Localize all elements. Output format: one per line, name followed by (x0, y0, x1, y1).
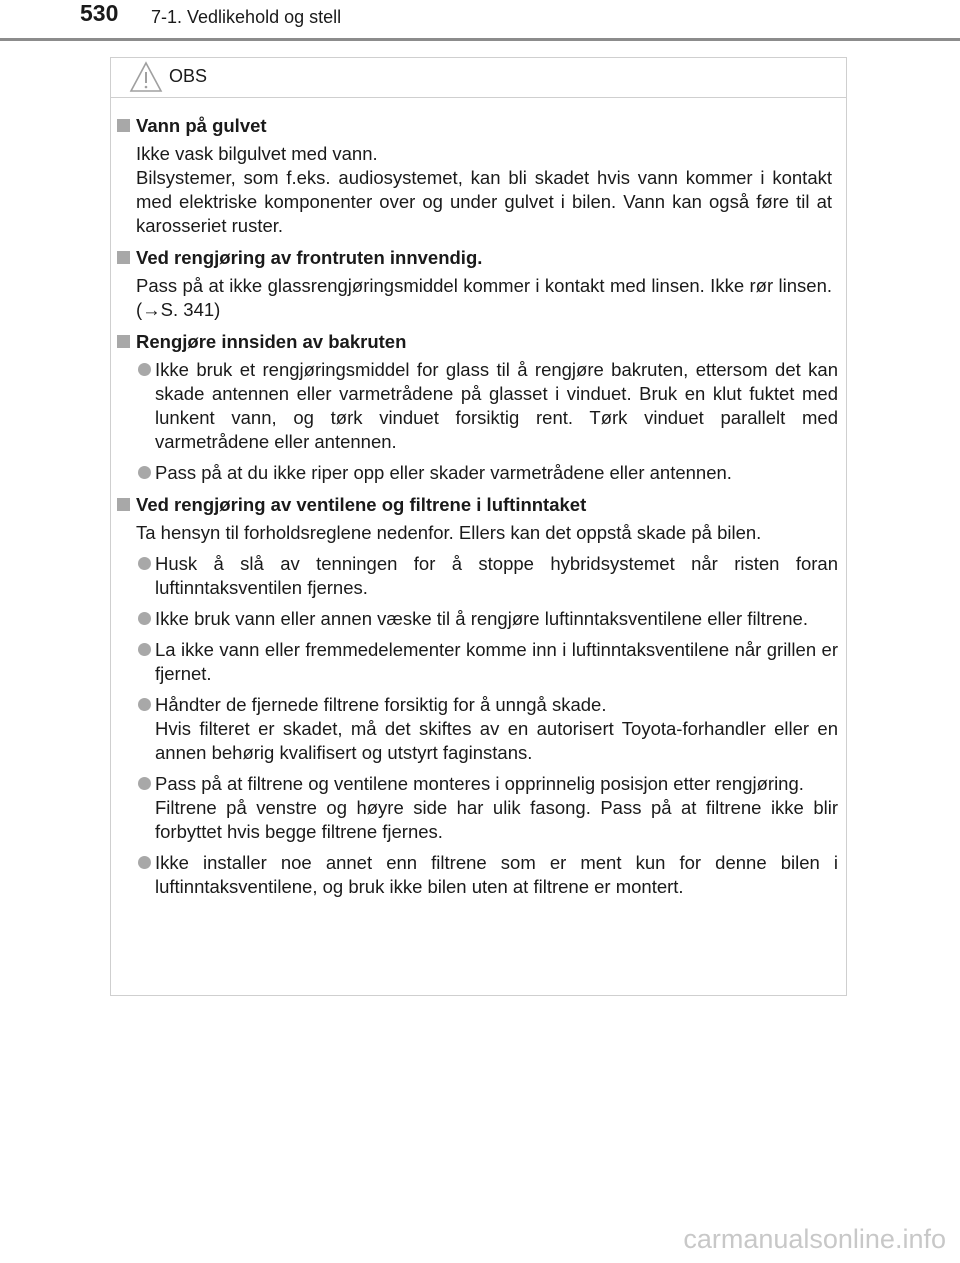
section-title (111, 114, 846, 138)
round-bullet-icon (138, 466, 151, 479)
paragraph (111, 142, 846, 238)
bullet-item (111, 851, 846, 899)
bullet-text: Ikke bruk et rengjøringsmiddel for glass til å rengjøre bakruten, ettersom det kan skade antennen eller varmetrådene på glasset i vinduet. Bruk en klut fuktet med lunkent vann, og tørk vinduet forsiktig rent. Tørk vinduet parallelt med varmetrådene eller antennen. (155, 359, 838, 452)
round-bullet-icon (138, 557, 151, 570)
bullet-item (111, 607, 846, 631)
square-bullet-icon (117, 251, 130, 264)
bullet-text: La ikke vann eller fremmedelementer komme inn i luftinntaksventilene når grillen er fjernet. (155, 639, 838, 684)
section-bakrute (111, 330, 846, 485)
paragraph-line: Bilsystemer, som f.eks. audiosystemet, kan bli skadet hvis vann kommer i kontakt med elektriske komponenter over og under gulvet i bilen. Vann kan også føre til at karosseriet ruster. (136, 167, 832, 236)
round-bullet-icon (138, 612, 151, 625)
section-title (111, 246, 846, 270)
section-title-text: Rengjøre innsiden av bakruten (136, 331, 407, 352)
bullet-text: Filtrene på venstre og høyre side har ulik fasong. Pass på at filtrene ikke blir forbyttet hvis begge filtrene fjernes. (155, 797, 838, 842)
section-title-text: Ved rengjøring av frontruten innvendig. (136, 247, 483, 268)
bullet-item (111, 638, 846, 686)
section-title (111, 330, 846, 354)
page-header (0, 0, 960, 42)
section-frontrute (111, 246, 846, 322)
bullet-text: Husk å slå av tenningen for å stoppe hybridsystemet når risten foran luftinntaksventilen fjernes. (155, 553, 838, 598)
paragraph: Ta hensyn til forholdsreglene nedenfor. Ellers kan det oppstå skade på bilen. (136, 522, 762, 543)
section-luftinntak (111, 493, 846, 899)
square-bullet-icon (117, 119, 130, 132)
header-rule (0, 38, 960, 41)
square-bullet-icon (117, 335, 130, 348)
section-title-text: Ved rengjøring av ventilene og filtrene i luftinntaket (136, 494, 587, 515)
caution-box (110, 57, 847, 996)
round-bullet-icon (138, 777, 151, 790)
page-number: 530 (80, 0, 119, 26)
bullet-item (111, 552, 846, 600)
bullet-item (111, 461, 846, 485)
paragraph-line: Ikke vask bilgulvet med vann. (136, 143, 378, 164)
bullet-text: Håndter de fjernede filtrene forsiktig for å unngå skade. (155, 694, 607, 715)
bullet-item (111, 772, 846, 844)
bullet-item (111, 358, 846, 454)
caution-title: OBS (169, 66, 208, 86)
round-bullet-icon (138, 856, 151, 869)
warning-triangle-icon (129, 61, 163, 93)
bullet-text: Hvis filteret er skadet, må det skiftes av en autorisert Toyota-forhandler eller en annen behørig kvalifisert og utstyrt faginstans. (155, 718, 838, 763)
caution-body (111, 114, 846, 907)
bullet-text: Pass på at du ikke riper opp eller skader varmetrådene eller antennen. (155, 462, 732, 483)
section-vann-pa-gulvet (111, 114, 846, 238)
round-bullet-icon (138, 643, 151, 656)
bullet-text: Ikke installer noe annet enn filtrene som er ment kun for denne bilen i luftinntaksventilene, og bruk ikke bilen uten at filtrene er montert. (155, 852, 838, 897)
round-bullet-icon (138, 363, 151, 376)
caution-header (111, 58, 846, 98)
bullet-text: Pass på at filtrene og ventilene monteres i opprinnelig posisjon etter rengjøring. (155, 773, 804, 794)
bullet-item (111, 693, 846, 765)
bullet-text: Ikke bruk vann eller annen væske til å rengjøre luftinntaksventilene eller filtrene. (155, 608, 808, 629)
paragraph: Pass på at ikke glassrengjøringsmiddel kommer i kontakt med linsen. Ikke rør linsen. (→S. 341) (136, 275, 832, 320)
watermark: carmanualsonline.info (683, 1224, 946, 1254)
round-bullet-icon (138, 698, 151, 711)
section-title-text: Vann på gulvet (136, 115, 267, 136)
section-title (111, 493, 846, 517)
chapter-title: 7-1. Vedlikehold og stell (151, 7, 342, 27)
square-bullet-icon (117, 498, 130, 511)
